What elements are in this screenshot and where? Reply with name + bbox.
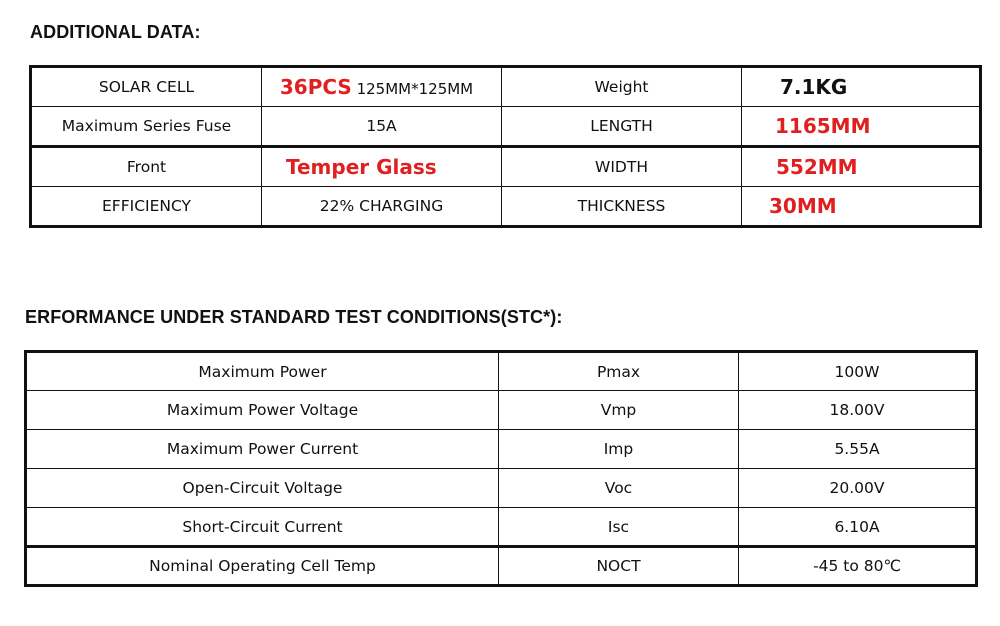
value-cell: 15A: [262, 107, 502, 147]
label-cell: THICKNESS: [502, 187, 742, 227]
value-cell: 22% CHARGING: [262, 187, 502, 227]
label-cell: LENGTH: [502, 107, 742, 147]
table-row: [26, 430, 977, 469]
symbol-cell: Pmax: [499, 352, 739, 391]
additional-data-table: [29, 65, 982, 228]
table-row: [31, 147, 981, 187]
table-row: [26, 547, 977, 586]
label-cell: SOLAR CELL: [31, 67, 262, 107]
parameter-cell: Maximum Power Current: [26, 430, 499, 469]
value-cell: -45 to 80℃: [739, 547, 977, 586]
table-row: [26, 508, 977, 547]
performance-heading: ERFORMANCE UNDER STANDARD TEST CONDITIONS(STC*):: [25, 307, 563, 327]
table-row: [31, 107, 981, 147]
symbol-cell: Voc: [499, 469, 739, 508]
symbol-cell: NOCT: [499, 547, 739, 586]
cell-count: 36PCS: [279, 75, 352, 99]
table-row: [31, 67, 981, 107]
symbol-cell: Imp: [499, 430, 739, 469]
parameter-cell: Maximum Power Voltage: [26, 391, 499, 430]
value-cell: 100W: [739, 352, 977, 391]
value-cell: 6.10A: [739, 508, 977, 547]
label-cell: Weight: [502, 67, 742, 107]
label-cell: WIDTH: [502, 147, 742, 187]
cell-size: 125MM*125MM: [351, 80, 474, 98]
value-cell: 30MM: [742, 187, 981, 227]
table-row: [31, 187, 981, 227]
value-cell: Temper Glass: [262, 147, 502, 187]
value-cell: [262, 67, 502, 107]
label-cell: Front: [31, 147, 262, 187]
value-cell: 7.1KG: [742, 67, 981, 107]
value-cell: 20.00V: [739, 469, 977, 508]
value-cell: 1165MM: [742, 107, 981, 147]
label-cell: Maximum Series Fuse: [31, 107, 262, 147]
performance-table: [24, 350, 978, 587]
parameter-cell: Maximum Power: [26, 352, 499, 391]
symbol-cell: Isc: [499, 508, 739, 547]
table-row: [26, 352, 977, 391]
parameter-cell: Open-Circuit Voltage: [26, 469, 499, 508]
value-cell: 5.55A: [739, 430, 977, 469]
symbol-cell: Vmp: [499, 391, 739, 430]
value-cell: 18.00V: [739, 391, 977, 430]
additional-data-heading: ADDITIONAL DATA:: [30, 22, 201, 42]
parameter-cell: Short-Circuit Current: [26, 508, 499, 547]
value-cell: 552MM: [742, 147, 981, 187]
table-row: [26, 469, 977, 508]
table-row: [26, 391, 977, 430]
label-cell: EFFICIENCY: [31, 187, 262, 227]
parameter-cell: Nominal Operating Cell Temp: [26, 547, 499, 586]
